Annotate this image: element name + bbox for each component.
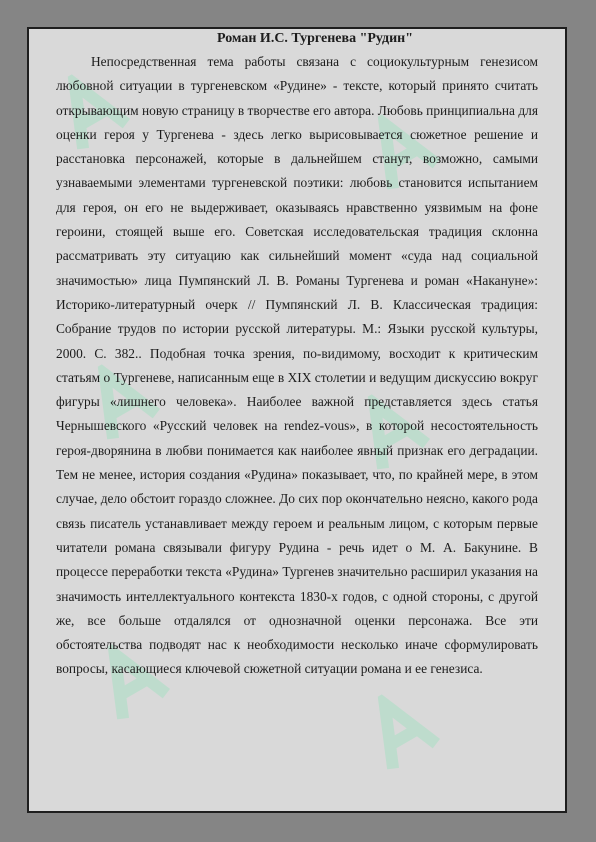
document-content (56, 28, 538, 682)
watermark-logo (349, 678, 458, 797)
body-paragraph: Непосредственная тема работы связана с социокультурным генезисом любовной ситуации в тургеневском «Рудине» - тексте, который принято считать открывающим новую страницу в творчестве его автора. Любовь принципиальна для оценки героя у Тургенева - здесь легко вырисовывается сюжетное решение и расстановка персонажей, которые в дальнейшем станут, возможно, самыми узнаваемыми элементами тургеневской поэтики: любовь становится испытанием для героя, он его не выдерживает, оказываясь нравственно уязвимым на фоне героини, стоящей выше его. Советская исследовательская традиция склонна рассматривать эту ситуацию как сильнейший момент «суда над социальной значимостью» лица Пумпянский Л. В. Романы Тургенева и роман «Накануне»: Историко-литературный очерк // Пумпянский Л. В. Классическая традиция: Собрание трудов по истории русской литературы. М.: Языки русской культуры, 2000. С. 382.. Подобная точка зрения, по-видимому, восходит к критическим статьям о Тургеневе, написанным еще в XIX столетии и ведущим дискуссию вокруг фигуры «лишнего человека». Наиболее важной представляется здесь статья Чернышевского «Русский человек на rendez-vous», в которой несостоятельность героя-дворянина в любви понимается как наиболее явный признак его деградации. Тем не менее, история создания «Рудина» показывает, что, по крайней мере, в этом случае, дело обстоит гораздо сложнее. До сих пор окончательно неясно, какого рода связь писатель устанавливает между героем и реальным лицом, с которым первые читатели романа связывали фигуру Рудина - речь идет о М. А. Бакунине. В процессе переработки текста «Рудина» Тургенев значительно расширил указания на значимость интеллектуального контекста 1830-х годов, с одной стороны, с другой же, все больше отдалялся от однозначной оценки персонажа. Все эти обстоятельства подводят нас к необходимости несколько иначе сформулировать вопросы, касающиеся ключевой сюжетной ситуации романа и ее генезиса. (56, 54, 538, 677)
document-title: Роман И.С. Тургенева "Рудин" (216, 31, 414, 46)
